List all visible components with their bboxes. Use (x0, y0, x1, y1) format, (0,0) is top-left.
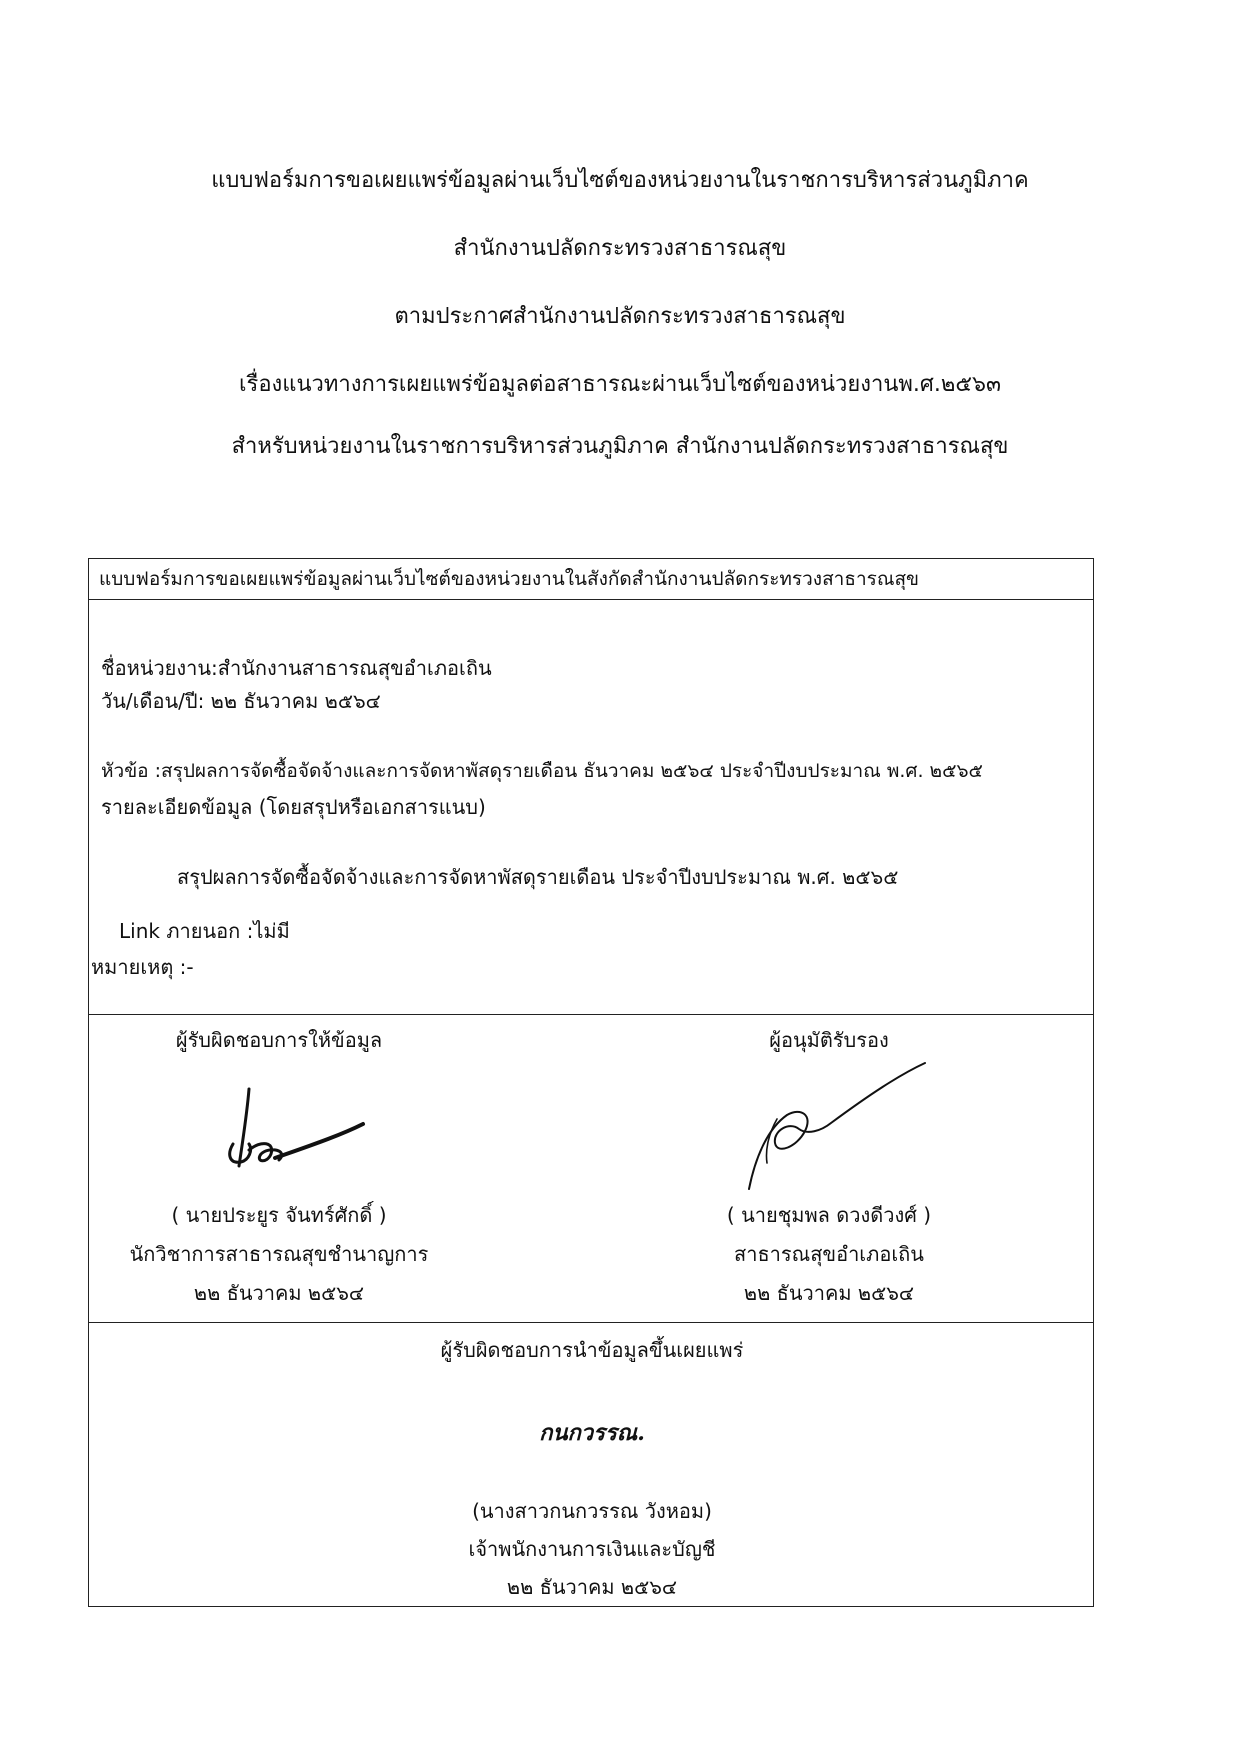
form-title: แบบฟอร์มการขอเผยแพร่ข้อมูลผ่านเว็บไซต์ของหน่วยงานในสังกัดสำนักงานปลัดกระทรวงสาธารณสุข (99, 568, 920, 590)
publisher-date: ๒๒ ธันวาคม ๒๕๖๔ (506, 1575, 678, 1599)
publisher-position: เจ้าพนักงานการเงินและบัญชี (468, 1537, 716, 1561)
header-line-4: เรื่องแนวทางการเผยแพร่ข้อมูลต่อสาธารณะผ่านเว็บไซต์ของหน่วยงานพ.ศ.๒๕๖๓ (238, 372, 1002, 397)
publication-form (88, 558, 1094, 1607)
publisher-signature: กนกวรรณ. (539, 1420, 645, 1446)
topic-line: หัวข้อ :สรุปผลการจัดซื้อจัดจ้างและการจัดหาพัสดุรายเดือน ธันวาคม ๒๕๖๔ ประจำปีงบประมาณ พ.ศ. ๒๕๖๕ (101, 760, 983, 782)
divider-publisher (89, 1322, 1093, 1323)
left-sign-position: นักวิชาการสาธารณสุขชำนาญการ (129, 1242, 429, 1266)
right-sign-name: ( นายชุมพล ดวงดีวงศ์ ) (726, 1203, 932, 1227)
header-line-2: สำนักงานปลัดกระทรวงสาธารณสุข (453, 236, 787, 261)
remark-line: หมายเหตุ :- (91, 955, 194, 979)
divider-signatures (89, 1014, 1093, 1015)
publisher-heading: ผู้รับผิดชอบการนำข้อมูลขึ้นเผยแพร่ (440, 1338, 744, 1362)
right-sign-position: สาธารณสุขอำเภอเถิน (734, 1242, 924, 1266)
right-signature-image (729, 1059, 929, 1199)
publisher-name: (นางสาวกนกวรรณ วังหอม) (472, 1499, 712, 1523)
detail-text: สรุปผลการจัดซื้อจัดจ้างและการจัดหาพัสดุรายเดือน ประจำปีงบประมาณ พ.ศ. ๒๕๖๕ (177, 865, 899, 889)
date-line: วัน/เดือน/ปี: ๒๒ ธันวาคม ๒๕๖๔ (101, 689, 381, 713)
divider-title (89, 599, 1093, 600)
header-line-5: สำหรับหน่วยงานในราชการบริหารส่วนภูมิภาค สำนักงานปลัดกระทรวงสาธารณสุข (231, 434, 1009, 459)
left-sign-heading: ผู้รับผิดชอบการให้ข้อมูล (175, 1028, 383, 1052)
header-line-1: แบบฟอร์มการขอเผยแพร่ข้อมูลผ่านเว็บไซต์ของหน่วยงานในราชการบริหารส่วนภูมิภาค (211, 168, 1029, 193)
detail-label: รายละเอียดข้อมูล (โดยสรุปหรือเอกสารแนบ) (101, 795, 486, 819)
left-sign-date: ๒๒ ธันวาคม ๒๕๖๔ (193, 1281, 365, 1305)
right-sign-heading: ผู้อนุมัติรับรอง (769, 1028, 889, 1052)
unit-name-line: ชื่อหน่วยงาน:สำนักงานสาธารณสุขอำเภอเถิน (101, 656, 492, 680)
left-signature-image (209, 1084, 369, 1174)
header-line-3: ตามประกาศสำนักงานปลัดกระทรวงสาธารณสุข (394, 304, 846, 329)
left-sign-name: ( นายประยูร จันทร์ศักดิ์ ) (171, 1203, 387, 1227)
right-sign-date: ๒๒ ธันวาคม ๒๕๖๔ (743, 1281, 915, 1305)
external-link-line: Link ภายนอก :ไม่มี (119, 919, 290, 943)
